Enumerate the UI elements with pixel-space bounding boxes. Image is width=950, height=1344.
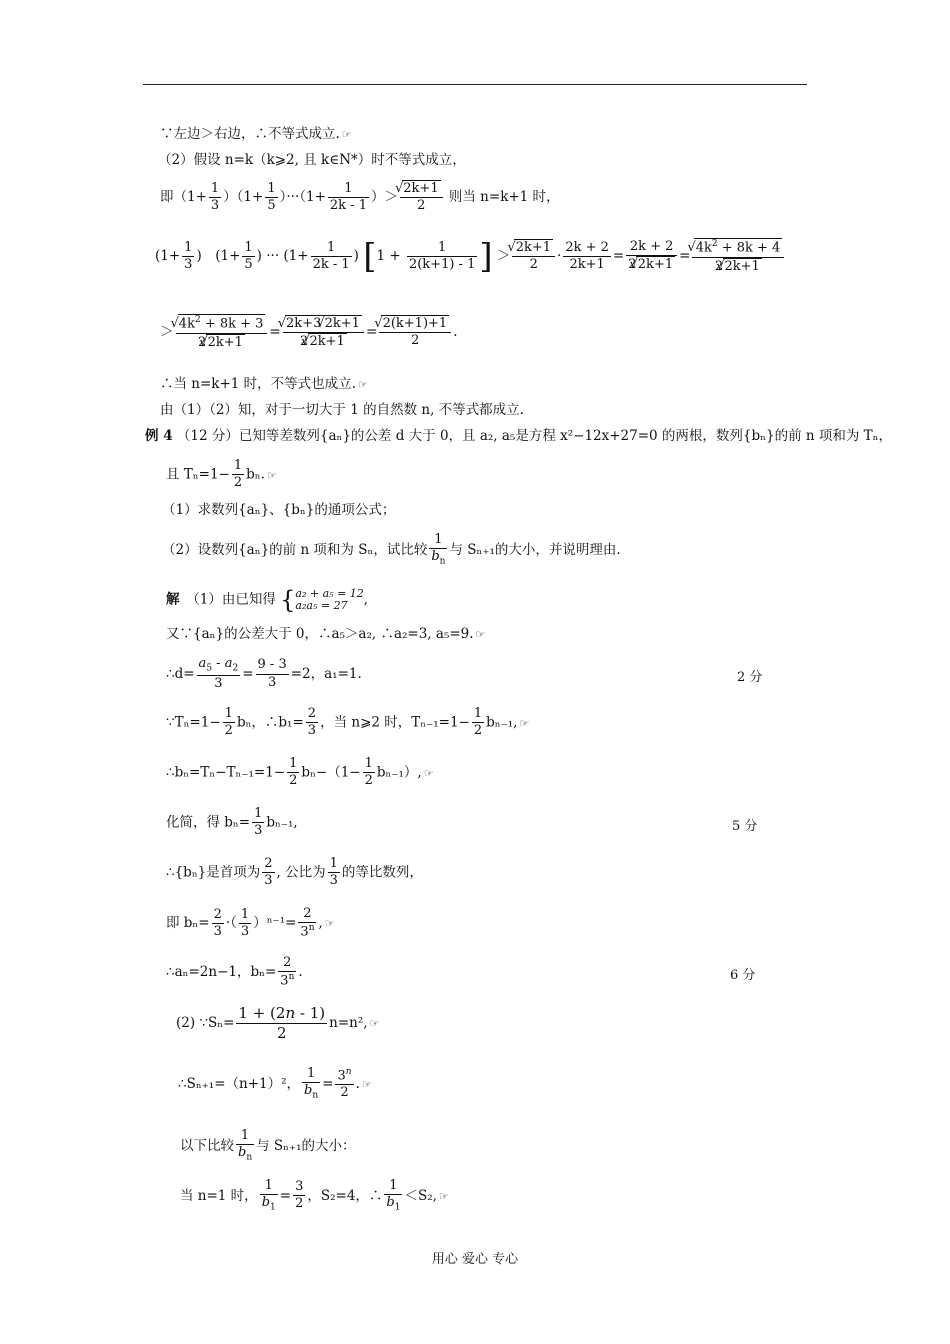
hand-pointer-icon: ☞ (357, 378, 368, 391)
hand-pointer-icon: ☞ (341, 128, 352, 141)
solution-line-10: (2) ∵Sₙ= $\frac{1 + (2n - 1)}{2}$ n=n², ☞ (176, 1004, 380, 1042)
score-6: 6 分 (730, 968, 756, 983)
solution-line-7: ∴{bₙ}是首项为 $\frac{2}{3}$ , 公比为 $\frac{1}{3}$ 的等比数列， (166, 856, 423, 889)
solution-line-5: ∴bₙ=Tₙ−Tₙ₋₁=1− $\frac{1}{2}$ bₙ−（1− $\frac{1}{2}$ bₙ₋₁）, ☞ (166, 756, 434, 789)
text-line-7: 由（1）（2）知，对于一切大于 1 的自然数 n, 不等式都成立. (160, 402, 524, 418)
score-5: 5 分 (732, 819, 758, 834)
solution-line-12: 以下比较 $\frac{1}{b_n}$ 与 Sₙ₊₁的大小： (180, 1128, 356, 1163)
solution-line-11: ∴Sₙ₊₁=（n+1）²， $\frac{1}{b_n}$ = $\frac{3^n}{2}$ . ☞ (178, 1066, 372, 1101)
solution-line-9: ∴aₙ=2n−1，bₙ= $\frac{2}{3^n}$ . (166, 955, 303, 989)
hand-pointer-icon: ☞ (475, 628, 486, 641)
text-line-1: ∵左边＞右边，∴不等式成立. ☞ (160, 126, 352, 142)
score-2: 2 分 (737, 670, 763, 685)
induction-hypothesis: 即（1+ $\frac{1}{3}$ ）（1+ $\frac{1}{5}$ ）···（1+ $\frac{1}{2k - 1}$ ）＞ √ $\frac{2k+1}{2}$ 则当 n=k+1 时， (160, 180, 560, 215)
solution-start: 解 （1）由已知得 {a₂ + a₅ = 12 a₂a₅ = 27 , (166, 586, 369, 615)
hand-pointer-icon: ☞ (361, 1077, 372, 1091)
hand-pointer-icon: ☞ (324, 917, 335, 931)
question-2: （2）设数列{aₙ}的前 n 项和为 Sₙ，试比较 $\frac{1}{b_n}$ 与 Sₙ₊₁的大小，并说明理由. (162, 532, 621, 567)
example-4-statement: 例 4 （12 分）已知等差数列{aₙ}的公差 d 大于 0，且 a₂, a₅是方程 x²−12x+27=0 的两根，数列{bₙ}的前 n 项和为 Tₙ， (145, 428, 893, 444)
hand-pointer-icon: ☞ (266, 468, 277, 482)
hand-pointer-icon: ☞ (438, 1189, 449, 1203)
solution-line-4: ∵Tₙ=1− $\frac{1}{2}$ bₙ，∴b₁= $\frac{2}{3}$ ，当 n⩾2 时，Tₙ₋₁=1− $\frac{1}{2}$ bₙ₋₁, ☞ (166, 706, 530, 739)
solution-line-13: 当 n=1 时， $\frac{1}{b_1}$ = $\frac{3}{2}$ ，S₂=4，∴ $\frac{1}{b_1}$ ＜S₂, ☞ (180, 1178, 449, 1213)
page-footer: 用心 爱心 专心 (431, 1252, 519, 1267)
solution-line-8: 即 bₙ= $\frac{2}{3}$ ·（ $\frac{1}{3}$ ）ⁿ⁻¹= $\frac{2}{3^n}$ , ☞ (166, 906, 335, 940)
question-1: （1）求数列{aₙ}、{bₙ}的通项公式； (162, 502, 396, 518)
header-rule (143, 84, 807, 85)
induction-step-formula-2: ＞ √ $\frac{4k^2 + 8k + 3}{2√ 2k+1}$ = √ $\frac{2k+3√ 2k+1}{2√ 2k+1}$ = √ $\frac{2(k+1)+1}{2}$ . (160, 314, 457, 351)
solution-line-2: 又∵{aₙ}的公差大于 0，∴a₅＞a₂, ∴a₂=3, a₅=9. ☞ (166, 626, 486, 642)
hand-pointer-icon: ☞ (519, 716, 530, 730)
hand-pointer-icon: ☞ (423, 766, 434, 780)
induction-step-formula: (1+ $\frac{1}{3}$ ) (1+ $\frac{1}{5}$ ) ··· (1+ $\frac{1}{2k - 1}$ ) [1 + $\frac{1}{2(k+1) - 1}$ ] ＞ √ $\frac{2k+1}{2}$ · $\frac{2k + 2}{2k+1}$ = $\frac{2k + 2}{2√ 2k+1}$ = √ $\frac{4k^2 + 8k + 4}{2√ 2k+1}$ (155, 238, 786, 275)
hand-pointer-icon: ☞ (369, 1017, 380, 1031)
example-4-condition: 且 Tₙ=1− $\frac{1}{2}$ bₙ. ☞ (166, 458, 277, 491)
text-line-2: （2）假设 n=k（k⩾2, 且 k∈N*）时不等式成立， (158, 152, 466, 168)
solution-line-6: 化简，得 bₙ= $\frac{1}{3}$ bₙ₋₁, (166, 806, 298, 839)
solution-line-3: ∴d= $\frac{a_5 - a_2}{3}$ = $\frac{9 - 3}{3}$ =2，a₁=1. (166, 656, 362, 691)
text-line-6: ∴当 n=k+1 时，不等式也成立. ☞ (160, 376, 368, 392)
